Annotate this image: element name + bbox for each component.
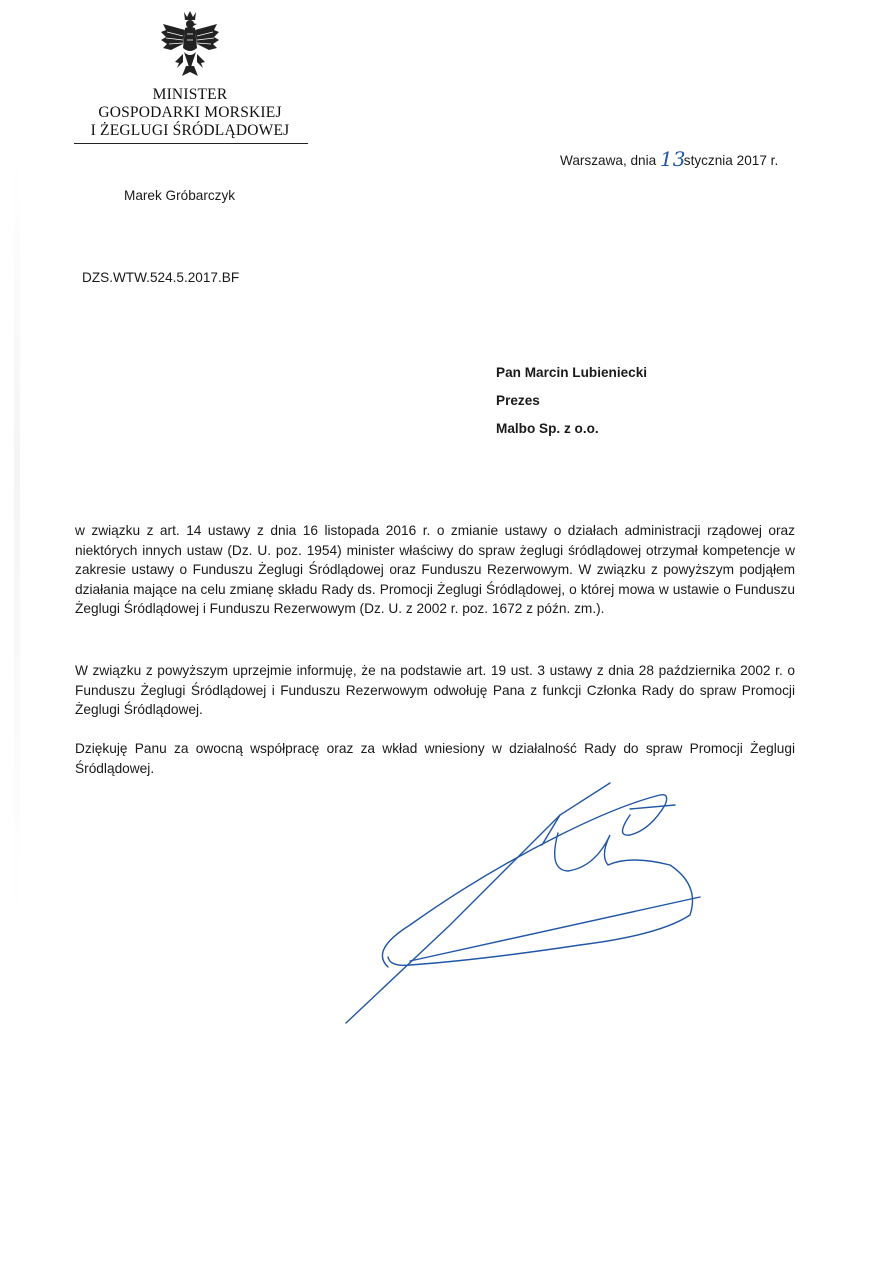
- letterhead-divider: [74, 143, 308, 144]
- reference-number: DZS.WTW.524.5.2017.BF: [82, 270, 240, 285]
- body-paragraph-2: W związku z powyższym uprzejmie informuję, że na podstawie art. 19 ust. 3 ustawy z dnia 28 października 2002 r. o Funduszu Żeglugi Śródlądowej i Funduszu Rezerwowym odwołuję Pana z funkcji Członka Rady do spraw Promocji Żeglugi Śródlądowej.: [75, 663, 795, 717]
- body-paragraph-1: w związku z art. 14 ustawy z dnia 16 listopada 2016 r. o zmianie ustawy o działach administracji rządowej oraz niektórych innych ustaw (Dz. U. poz. 1954) minister właściwy do spraw żeglugi śródlądowej otrzymał kompetencje w zakresie ustawy o Funduszu Żeglugi Śródlądowej oraz Funduszu Rezerwowym. W związku z powyższym podjąłem działania mające na celu zmianę składu Rady ds. Promocji Żeglugi Śródlądowej, o której mowa w ustawie o Funduszu Żeglugi Śródlądowej i Funduszu Rezerwowym (Dz. U. z 2002 r. poz. 1672 z późn. zm.).: [75, 523, 795, 616]
- recipient-title: Prezes: [496, 393, 540, 408]
- letterhead-line: GOSPODARKI MORSKIEJ: [98, 104, 282, 121]
- signer-name: Marek Gróbarczyk: [124, 188, 236, 203]
- date-suffix: stycznia 2017 r.: [683, 153, 779, 168]
- handwritten-signature: [330, 775, 710, 1035]
- letterhead-line: I ŻEGLUGI ŚRÓDLĄDOWEJ: [90, 122, 290, 139]
- polish-eagle-icon: [157, 10, 223, 82]
- ministry-letterhead: [74, 86, 306, 140]
- recipient-company: Malbo Sp. z o.o.: [496, 421, 599, 436]
- date-day-handwritten: 13: [659, 147, 686, 171]
- date-line: [560, 146, 778, 170]
- date-prefix: Warszawa, dnia: [560, 153, 657, 168]
- body-paragraph-3: Dziękuję Panu za owocną współpracę oraz za wkład wniesiony w działalność Rady do spraw Promocji Żeglugi Śródlądowej.: [75, 741, 795, 776]
- recipient-name: Pan Marcin Lubieniecki: [496, 365, 648, 380]
- scan-margin-shadow: [14, 160, 20, 920]
- letterhead-line: MINISTER: [152, 86, 228, 103]
